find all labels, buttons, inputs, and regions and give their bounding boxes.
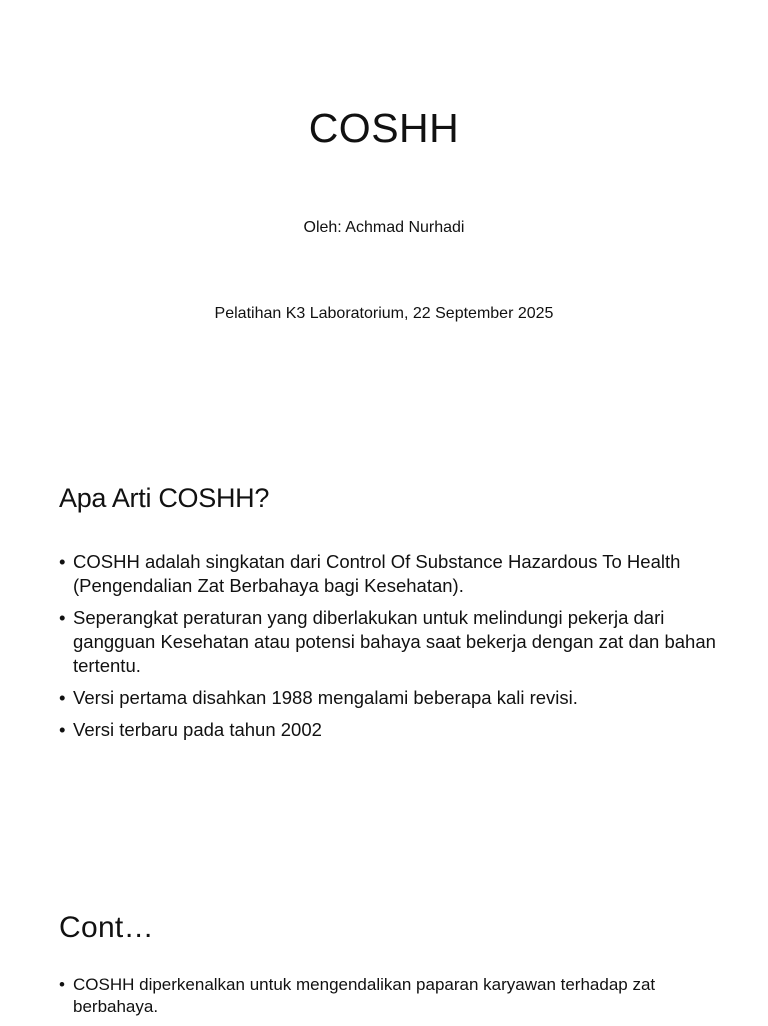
- continued-heading: Cont…: [59, 911, 154, 944]
- title-slide: [0, 0, 768, 432]
- definition-slide: [0, 432, 768, 864]
- bullet-icon: •: [59, 607, 66, 628]
- slide-title-heading: COSHH: [308, 105, 460, 151]
- bullet-text: COSHH adalah singkatan dari Control Of Substance Hazardous To Health (Pengendalian Zat Berbahaya bagi Kesehatan).: [73, 551, 681, 596]
- bullet-item: [59, 974, 719, 1018]
- bullet-item: [59, 550, 719, 598]
- bullet-item: [59, 606, 719, 678]
- bullet-icon: •: [59, 719, 66, 740]
- bullet-text: Versi terbaru pada tahun 2002: [73, 719, 322, 740]
- bullet-text: Versi pertama disahkan 1988 mengalami beberapa kali revisi.: [73, 687, 578, 708]
- slide-author: Oleh: Achmad Nurhadi: [303, 219, 465, 236]
- definition-heading: Apa Arti COSHH?: [59, 483, 270, 513]
- bullet-item: [59, 718, 719, 742]
- bullet-icon: •: [59, 551, 66, 572]
- definition-bullet-list: [59, 550, 719, 750]
- continued-slide: [0, 864, 768, 1024]
- bullet-icon: •: [59, 687, 66, 708]
- bullet-text: COSHH diperkenalkan untuk mengendalikan paparan karyawan terhadap zat berbahaya.: [73, 975, 656, 1016]
- bullet-text: Seperangkat peraturan yang diberlakukan untuk melindungi pekerja dari gangguan Kesehatan atau potensi bahaya saat bekerja dengan zat dan bahan tertentu.: [73, 607, 716, 676]
- continued-bullet-list: [59, 974, 719, 1026]
- bullet-item: [59, 686, 719, 710]
- slide-event: Pelatihan K3 Laboratorium, 22 September 2025: [214, 305, 554, 322]
- bullet-icon: •: [59, 975, 65, 994]
